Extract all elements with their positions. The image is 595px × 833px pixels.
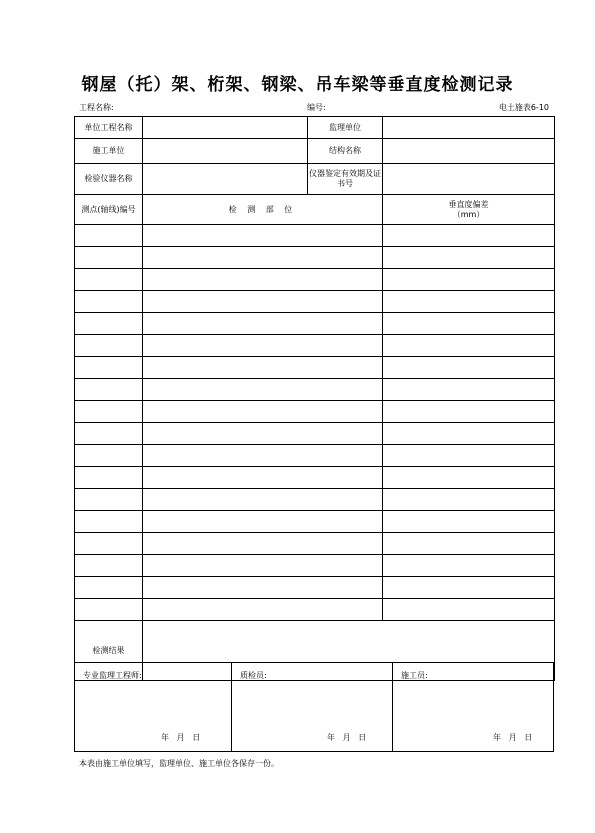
- col-point-header: 测点(轴线)编号: [75, 195, 143, 225]
- table-row: [75, 247, 555, 269]
- col-deviation-header: [383, 195, 555, 225]
- signature-section: [74, 662, 554, 752]
- location-cell[interactable]: [143, 225, 383, 247]
- info-row-instrument: [75, 164, 555, 195]
- location-cell[interactable]: [143, 555, 383, 577]
- col-location-header: 检 测 部 位: [143, 195, 383, 225]
- point-cell[interactable]: [75, 225, 143, 247]
- supervisor-signature-cell[interactable]: [75, 663, 231, 751]
- table-row: [75, 445, 555, 467]
- deviation-cell[interactable]: [383, 379, 555, 401]
- point-cell[interactable]: [75, 379, 143, 401]
- constructor-label: 施工员:: [401, 671, 428, 680]
- unit-project-field[interactable]: [143, 117, 308, 139]
- deviation-cell[interactable]: [383, 401, 555, 423]
- point-cell[interactable]: [75, 269, 143, 291]
- table-row: [75, 401, 555, 423]
- point-cell[interactable]: [75, 533, 143, 555]
- table-row: [75, 335, 555, 357]
- construction-unit-field[interactable]: [143, 139, 308, 164]
- point-cell[interactable]: [75, 467, 143, 489]
- number-label: 编号:: [307, 103, 326, 112]
- structure-name-label: 结构名称: [308, 139, 383, 164]
- inspection-table: [74, 116, 555, 681]
- deviation-cell[interactable]: [383, 577, 555, 599]
- deviation-cell[interactable]: [383, 291, 555, 313]
- supervision-unit-label: 监理单位: [308, 117, 383, 139]
- form-code: 电土施表6-10: [498, 103, 549, 112]
- column-header-row: [75, 195, 555, 225]
- location-cell[interactable]: [143, 401, 383, 423]
- col-deviation-unit: （mm）: [452, 209, 485, 219]
- table-row: [75, 225, 555, 247]
- location-cell[interactable]: [143, 313, 383, 335]
- location-cell[interactable]: [143, 511, 383, 533]
- deviation-cell[interactable]: [383, 313, 555, 335]
- table-row: [75, 269, 555, 291]
- table-row: [75, 423, 555, 445]
- info-row-unit-project: [75, 117, 555, 139]
- deviation-cell[interactable]: [383, 599, 555, 621]
- deviation-cell[interactable]: [383, 555, 555, 577]
- supervisor-label: 专业监理工程师:: [83, 671, 142, 680]
- deviation-cell[interactable]: [383, 533, 555, 555]
- table-row: [75, 467, 555, 489]
- inspector-date: 年 月 日: [327, 733, 367, 742]
- location-cell[interactable]: [143, 379, 383, 401]
- location-cell[interactable]: [143, 445, 383, 467]
- table-row: [75, 533, 555, 555]
- point-cell[interactable]: [75, 247, 143, 269]
- point-cell[interactable]: [75, 599, 143, 621]
- deviation-cell[interactable]: [383, 423, 555, 445]
- location-cell[interactable]: [143, 489, 383, 511]
- table-row: [75, 357, 555, 379]
- point-cell[interactable]: [75, 511, 143, 533]
- location-cell[interactable]: [143, 423, 383, 445]
- location-cell[interactable]: [143, 247, 383, 269]
- instrument-name-field[interactable]: [143, 164, 308, 195]
- supervisor-date: 年 月 日: [161, 733, 201, 742]
- table-row: [75, 291, 555, 313]
- point-cell[interactable]: [75, 423, 143, 445]
- point-cell[interactable]: [75, 555, 143, 577]
- inspector-label: 质检员:: [240, 671, 267, 680]
- info-row-construction-unit: [75, 139, 555, 164]
- deviation-cell[interactable]: [383, 445, 555, 467]
- col-deviation-title: 垂直度偏差: [448, 199, 489, 209]
- form-title: 钢屋（托）架、桁架、钢梁、吊车梁等垂直度检测记录: [81, 75, 514, 95]
- structure-name-field[interactable]: [383, 139, 555, 164]
- location-cell[interactable]: [143, 577, 383, 599]
- point-cell[interactable]: [75, 335, 143, 357]
- table-row: [75, 489, 555, 511]
- location-cell[interactable]: [143, 291, 383, 313]
- deviation-cell[interactable]: [383, 467, 555, 489]
- deviation-cell[interactable]: [383, 335, 555, 357]
- point-cell[interactable]: [75, 489, 143, 511]
- deviation-cell[interactable]: [383, 225, 555, 247]
- table-row: [75, 555, 555, 577]
- inspector-signature-cell[interactable]: [231, 663, 392, 751]
- construction-unit-label: 施工单位: [75, 139, 143, 164]
- constructor-date: 年 月 日: [493, 733, 533, 742]
- table-row: [75, 577, 555, 599]
- deviation-cell[interactable]: [383, 357, 555, 379]
- location-cell[interactable]: [143, 357, 383, 379]
- location-cell[interactable]: [143, 467, 383, 489]
- result-label: 检测结果: [75, 621, 143, 681]
- table-row: [75, 599, 555, 621]
- table-row: [75, 379, 555, 401]
- point-cell[interactable]: [75, 357, 143, 379]
- unit-project-label: 单位工程名称: [75, 117, 143, 139]
- instrument-cert-field[interactable]: [383, 164, 555, 195]
- constructor-signature-cell[interactable]: [392, 663, 553, 751]
- point-cell[interactable]: [75, 313, 143, 335]
- location-cell[interactable]: [143, 335, 383, 357]
- instrument-name-label: 检验仪器名称: [75, 164, 143, 195]
- table-row: [75, 313, 555, 335]
- project-name-label: 工程名称:: [79, 103, 114, 112]
- location-cell[interactable]: [143, 533, 383, 555]
- point-cell[interactable]: [75, 401, 143, 423]
- deviation-cell[interactable]: [383, 489, 555, 511]
- location-cell[interactable]: [143, 599, 383, 621]
- location-cell[interactable]: [143, 269, 383, 291]
- deviation-cell[interactable]: [383, 247, 555, 269]
- data-rows: [75, 225, 555, 621]
- deviation-cell[interactable]: [383, 269, 555, 291]
- point-cell[interactable]: [75, 445, 143, 467]
- deviation-cell[interactable]: [383, 511, 555, 533]
- supervision-unit-field[interactable]: [383, 117, 555, 139]
- point-cell[interactable]: [75, 291, 143, 313]
- instrument-cert-label: 仪器鉴定有效期及证书号: [308, 164, 383, 195]
- table-row: [75, 511, 555, 533]
- point-cell[interactable]: [75, 577, 143, 599]
- footnote: 本表由施工单位填写，监理单位、施工单位各保存一份。: [79, 759, 279, 768]
